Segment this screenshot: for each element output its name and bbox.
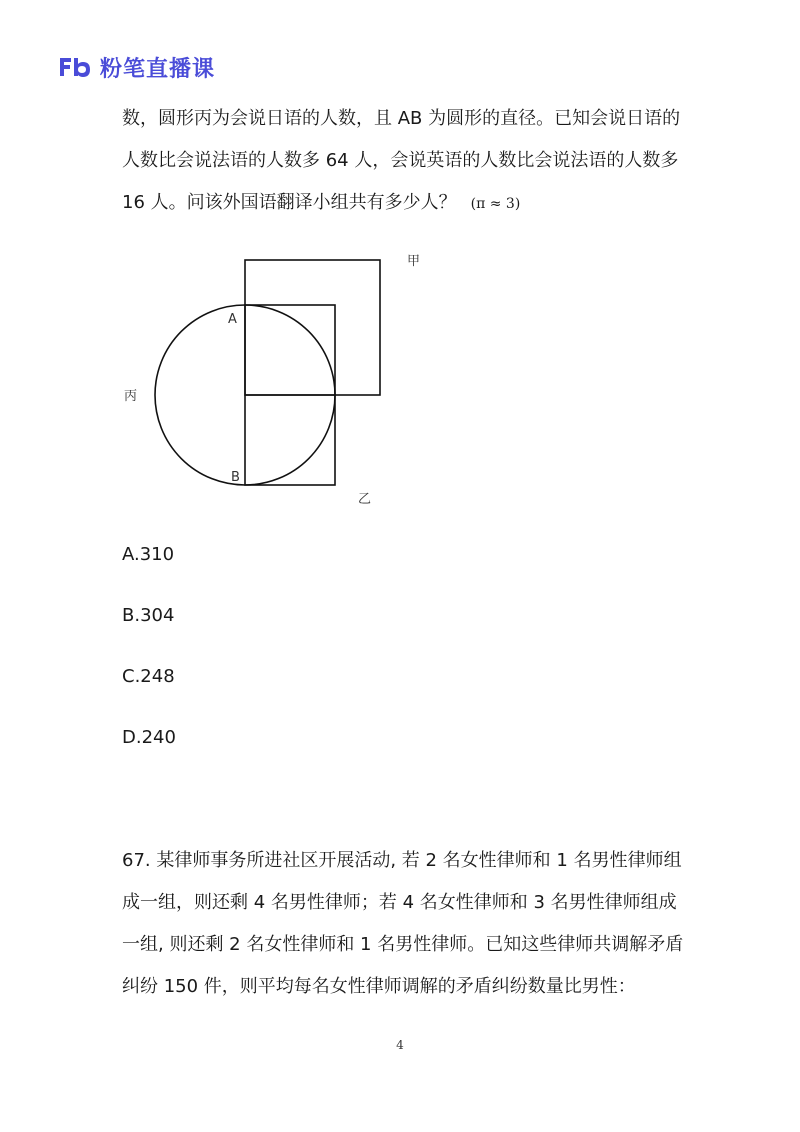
question-text-line-3-main: 16 人。问该外国语翻译小组共有多少人？ — [122, 192, 457, 213]
option-c: C.248 — [122, 666, 175, 687]
label-jia: 甲 — [407, 254, 421, 269]
question-text-line-3 — [122, 192, 520, 215]
next-question-line-1: 67. 某律师事务所进社区开展活动, 若 2 名女性律师和 1 名男性律师组 — [122, 850, 682, 871]
option-d: D.240 — [122, 727, 176, 748]
geometry-figure — [115, 245, 421, 515]
brand-name: 粉笔直播课 — [100, 56, 216, 82]
option-b: B.304 — [122, 605, 175, 626]
next-question-line-3: 一组, 则还剩 2 名女性律师和 1 名男性律师。已知这些律师共调解矛盾 — [122, 934, 684, 955]
question-text-line-1: 数，圆形丙为会说日语的人数，且 AB 为圆形的直径。已知会说日语的 — [122, 108, 681, 129]
next-question-line-2: 成一组，则还剩 4 名男性律师；若 4 名女性律师和 3 名男性律师组成 — [122, 892, 677, 913]
label-yi: 乙 — [358, 492, 372, 507]
square-jia — [245, 260, 380, 395]
label-point-a: A — [228, 312, 237, 327]
question-text-line-2: 人数比会说法语的人数多 64 人，会说英语的人数比会说法语的人数多 — [122, 150, 679, 171]
option-a: A.310 — [122, 544, 175, 565]
fenbi-logo-icon — [58, 56, 92, 78]
pi-approximation-note: (π ≈ 3) — [470, 196, 521, 212]
brand-logo — [58, 50, 215, 84]
label-bing: 丙 — [124, 389, 138, 404]
next-question-line-4: 纠纷 150 件，则平均每名女性律师调解的矛盾纠纷数量比男性： — [122, 976, 636, 997]
label-point-b: B — [231, 470, 240, 485]
page-number: 4 — [396, 1038, 404, 1052]
